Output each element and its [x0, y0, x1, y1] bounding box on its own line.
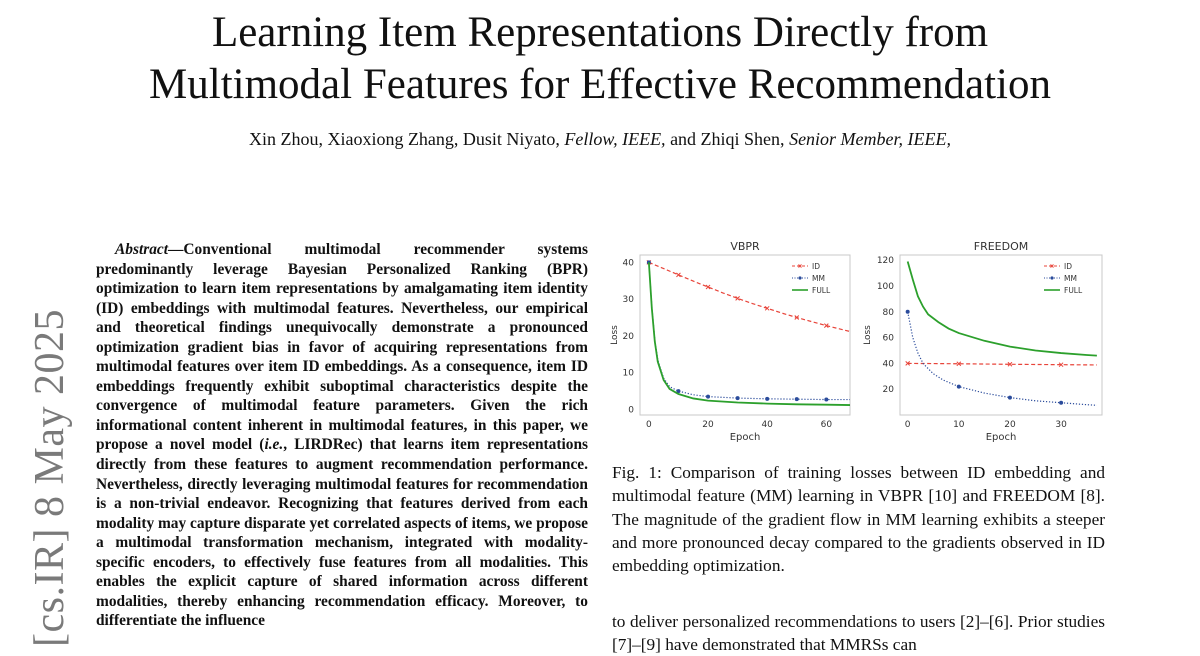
- y-tick-label: 80: [882, 307, 894, 318]
- vbpr-loss-chart: [612, 238, 858, 450]
- y-tick-label: 30: [622, 295, 634, 306]
- data-point-mm: [736, 396, 740, 400]
- y-tick-label: 40: [882, 359, 894, 370]
- legend-label-mm: MM: [1064, 274, 1077, 283]
- data-point-mm: [1059, 401, 1063, 405]
- abstract-ie: i.e.: [264, 436, 284, 454]
- x-axis-label: Epoch: [729, 432, 761, 443]
- y-tick-label: 20: [882, 385, 894, 396]
- x-tick-label: 40: [761, 420, 773, 430]
- x-tick-label: 60: [820, 420, 833, 430]
- x-tick-label: 0: [646, 420, 652, 430]
- paper-title-line-1: Learning Item Representations Directly from: [211, 9, 989, 56]
- x-tick-label: 0: [904, 420, 911, 430]
- data-point-mm: [906, 310, 910, 314]
- author-role-2: Senior Member, IEEE,: [789, 129, 952, 149]
- legend-marker-mm: [798, 276, 801, 279]
- paper-title-line-2: Multimodal Features for Effective Recommendation: [149, 61, 1051, 108]
- chart-title: FREEDOM: [973, 240, 1029, 253]
- y-tick-label: 10: [622, 368, 634, 379]
- abstract-label: Abstract: [115, 241, 169, 258]
- legend-label-id: ID: [1064, 262, 1072, 271]
- data-point-mm: [706, 395, 710, 399]
- data-point-mm: [1008, 396, 1012, 400]
- y-tick-label: 0: [628, 405, 634, 416]
- y-axis-label: Loss: [863, 325, 873, 345]
- data-point-mm: [795, 397, 799, 401]
- y-tick-label: 40: [622, 258, 634, 269]
- legend-label-mm: MM: [812, 274, 825, 283]
- x-tick-label: 30: [1055, 420, 1067, 430]
- abstract: Abstract—Conventional multimodal recommender systems predominantly leverage Bayesian Personalized Ranking (BPR) optimization to learn item representations by amalgamating item identity (ID) embeddings with multimodal features. Nevertheless, our empirical and theoretical findings unequivocally demonstrate a pronounced optimization gradient bias in favor of acquiring representations from multimodal features over item ID embeddings. As a consequence, item ID embeddings frequently exhibit suboptimal characteristics despite the convergence of multimodal feature parameters. Given the rich informational content inherent in multimodal features, in this paper, we propose a novel model (i.e., LIRDRec) that learns item representations directly from these features to augment recommendation performance. Nevertheless, directly leveraging multimodal features for recommendation is a non-trivial endeavor. Recognizing that features derived from each modality may capture disparate yet correlated aspects of items, we propose a multimodal transformation mechanism, integrated with modality-specific encoders, to effectively fuse features from all modalities. This enables the explicit capture of shared information across different modalities, thereby enhancing recommendation efficacy. Moreover, to differentiate the influence: [96, 241, 588, 630]
- y-axis-label: Loss: [610, 325, 620, 345]
- data-point-mm: [957, 385, 961, 389]
- abstract-text-2: , LIRDRec) that learns item representations directly from these features to augment recommendation performance. Nevertheless, directly leveraging multimodal features for recommendation is a non-trivial endeavor. Recognizing that features derived from each modality may capture disparate yet correlated aspects of items, we propose a multimodal transformation mechanism, integrated with modality-specific encoders, to effectively fuse features from all modalities. This enables the explicit capture of shared information across different modalities, thereby enhancing recommendation efficacy. Moreover, to differentiate the influence: [96, 436, 588, 630]
- x-tick-label: 20: [702, 420, 714, 430]
- data-point-mm: [824, 398, 828, 402]
- y-tick-label: 60: [882, 333, 894, 344]
- data-point-mm: [765, 397, 769, 401]
- y-tick-label: 20: [622, 331, 634, 342]
- author-and: and Zhiqi Shen,: [670, 129, 785, 149]
- arxiv-stamp: [cs.IR] 8 May 2025: [27, 309, 73, 647]
- author-list: [0, 129, 1200, 150]
- freedom-loss-chart: [860, 238, 1110, 450]
- abstract-text-1: Conventional multimodal recommender systems predominantly leverage Bayesian Personalized Ranking (BPR) optimization to learn item representations by amalgamating item identity (ID) embeddings with multimodal features. Nevertheless, our empirical and theoretical findings unequivocally demonstrate a pronounced optimization gradient bias in favor of acquiring representations from multimodal features over item ID embeddings. As a consequence, item ID embeddings frequently exhibit suboptimal characteristics despite the convergence of multimodal feature parameters. Given the rich informational content inherent in multimodal features, in this paper, we propose a novel model (: [96, 241, 588, 454]
- author-role-1: Fellow, IEEE,: [564, 129, 666, 149]
- legend-label-full: FULL: [812, 286, 831, 295]
- y-tick-label: 120: [876, 256, 894, 267]
- legend-label-full: FULL: [1064, 286, 1083, 295]
- paper-title: [0, 7, 1200, 111]
- figure-caption: Fig. 1: Comparison of training losses between ID embedding and multimodal feature (MM) learning in VBPR [10] and FREEDOM [8]. The magnitude of the gradient flow in MM learning exhibits a steeper and more pronounced decay compared to the gradients observed in ID embedding optimization.: [612, 463, 1105, 576]
- x-tick-label: 20: [1004, 420, 1016, 430]
- body-paragraph: to deliver personalized recommendations to users [2]–[6]. Prior studies [7]–[9] have demonstrated that MMRSs can: [612, 612, 1105, 654]
- author-names-1: Xin Zhou, Xiaoxiong Zhang, Dusit Niyato,: [248, 129, 560, 149]
- legend-label-id: ID: [812, 262, 820, 271]
- legend-marker-mm: [1050, 276, 1053, 279]
- x-axis-label: Epoch: [985, 432, 1017, 443]
- x-tick-label: 10: [953, 420, 965, 430]
- y-tick-label: 100: [876, 281, 894, 292]
- chart-title: VBPR: [730, 240, 760, 253]
